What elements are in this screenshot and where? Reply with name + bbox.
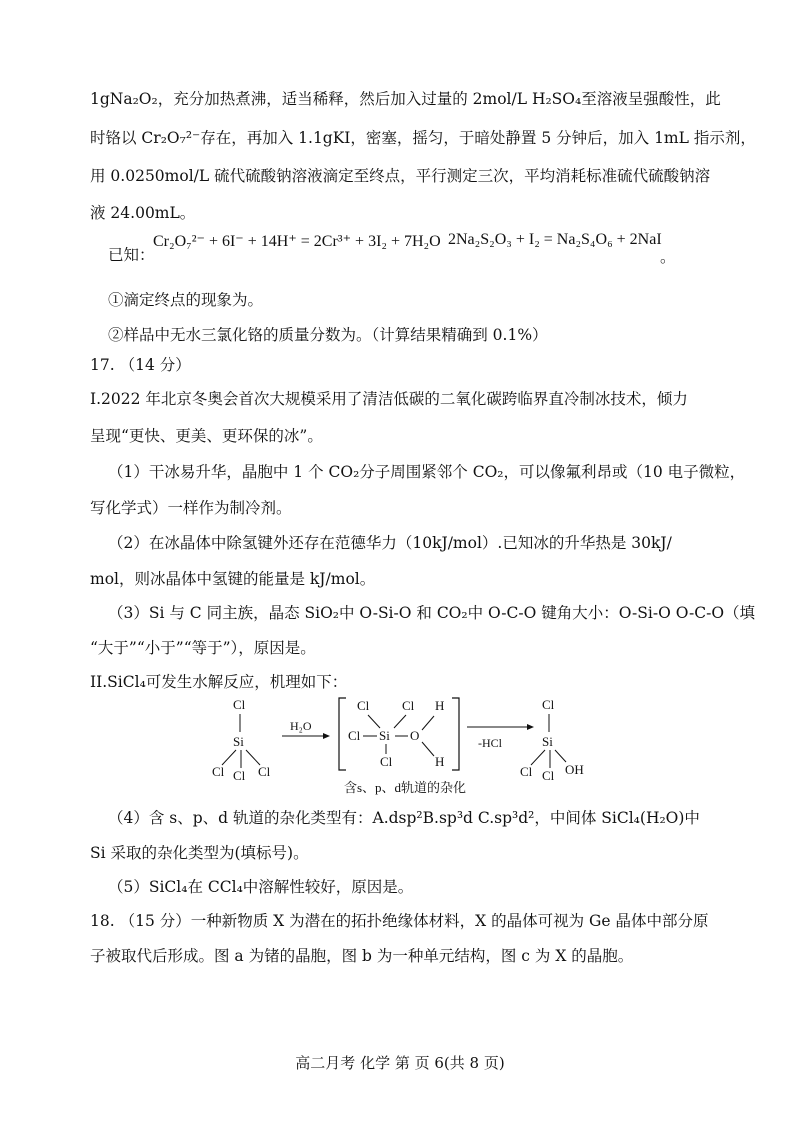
sicl4-cl-right: Cl: [258, 764, 271, 779]
part-2b: mol，则冰晶体中氢键的能量是 kJ/mol。: [90, 570, 376, 588]
mid-h-1: H: [435, 698, 445, 713]
part-4b: Si 采取的杂化类型为(填标号)。: [90, 844, 309, 862]
reagent-h2o: H₂O: [290, 719, 312, 733]
mid-cl-3: Cl: [348, 728, 361, 743]
part-2a: （2）在冰晶体中除氢键外还存在范德华力（10kJ/mol）.已知冰的升华热是 30kJ/: [108, 534, 672, 552]
equation-1: Cr₂O₇²⁻ + 6I⁻ + 14H⁺ = 2Cr³⁺ + 3I₂ + 7H₂O: [153, 233, 441, 250]
product-cl-left: Cl: [520, 764, 533, 779]
mid-h-2: H: [435, 754, 445, 769]
sicl4-cl-top: Cl: [233, 697, 246, 712]
scheme-caption: 含s、p、d轨道的杂化: [344, 780, 467, 795]
page-footer: 高二月考 化学 第 页 6(共 8 页): [295, 1054, 505, 1072]
part-5: （5）SiCl₄在 CCl₄中溶解性较好，原因是。: [108, 878, 414, 896]
intro-2: 呈现“更快、更美、更环保的冰”。: [90, 427, 323, 445]
question-1: ①滴定终点的现象为。: [108, 291, 264, 309]
sicl4-cl-bottom: Cl: [233, 768, 246, 783]
mid-cl-2: Cl: [402, 698, 415, 713]
line-4: 液 24.00mL。: [90, 204, 196, 222]
known-label: 已知：: [108, 246, 155, 264]
mid-cl-4: Cl: [380, 754, 393, 769]
product-si: Si: [542, 734, 553, 749]
part-3a: （3）Si 与 C 同主族，晶态 SiO₂中 O-Si-O 和 CO₂中 O-C-O 键角大小：O-Si-O O-C-O（填: [108, 604, 756, 622]
part-1b: 写化学式）一样作为制冷剂。: [90, 499, 292, 517]
hydrolysis-scheme: [0, 690, 800, 800]
line-3: 用 0.0250mol/L 硫代硫酸钠溶液滴定至终点，平行测定三次，平均消耗标准硫代硫酸钠溶: [90, 167, 711, 185]
mid-si: Si: [379, 728, 390, 743]
intro-1: I.2022 年北京冬奥会首次大规模采用了清洁低碳的二氧化碳跨临界直冷制冰技术，倾力: [90, 390, 688, 408]
equation-end: 。: [660, 248, 676, 266]
heading-18-cont: 子被取代后形成。图 a 为锗的晶胞，图 b 为一种单元结构，图 c 为 X 的晶胞。: [90, 947, 634, 965]
part-3b: “大于”“小于”“等于”），原因是。: [90, 639, 316, 657]
sicl4-cl-left: Cl: [212, 764, 225, 779]
product-oh: OH: [565, 762, 584, 777]
part-1a: （1）干冰易升华，晶胞中 1 个 CO₂分子周围紧邻个 CO₂，可以像氟利昂或（10 电子微粒，: [108, 463, 746, 481]
line-2: 时铬以 Cr₂O₇²⁻存在，再加入 1.1gKI，密塞，摇匀，于暗处静置 5 分钟后，加入 1mL 指示剂，: [90, 129, 756, 147]
heading-18: 18. （15 分）一种新物质 X 为潜在的拓扑绝缘体材料，X 的晶体可视为 Ge 晶体中部分原: [90, 912, 709, 930]
byproduct-hcl: -HCl: [478, 736, 502, 750]
part-4a: （4）含 s、p、d 轨道的杂化类型有：A.dsp²B.sp³d C.sp³d²，中间体 SiCl₄(H₂O)中: [108, 809, 700, 827]
product-cl-top: Cl: [542, 697, 555, 712]
question-2: ②样品中无水三氯化铬的质量分数为。（计算结果精确到 0.1%）: [108, 326, 548, 344]
line-1: 1gNa₂O₂，充分加热煮沸，适当稀释，然后加入过量的 2mol/L H₂SO₄至溶液呈强酸性，此: [90, 90, 721, 108]
heading-17: 17. （14 分）: [90, 356, 191, 374]
mid-o: O: [410, 728, 420, 743]
mid-cl-1: Cl: [357, 698, 370, 713]
product-cl-bottom: Cl: [542, 768, 555, 783]
equation-2: 2Na₂S₂O₃ + I₂ = Na₂S₄O₆ + 2NaI: [448, 231, 662, 248]
section-ii: II.SiCl₄可发生水解反应，机理如下：: [90, 673, 348, 691]
sicl4-si: Si: [233, 734, 244, 749]
